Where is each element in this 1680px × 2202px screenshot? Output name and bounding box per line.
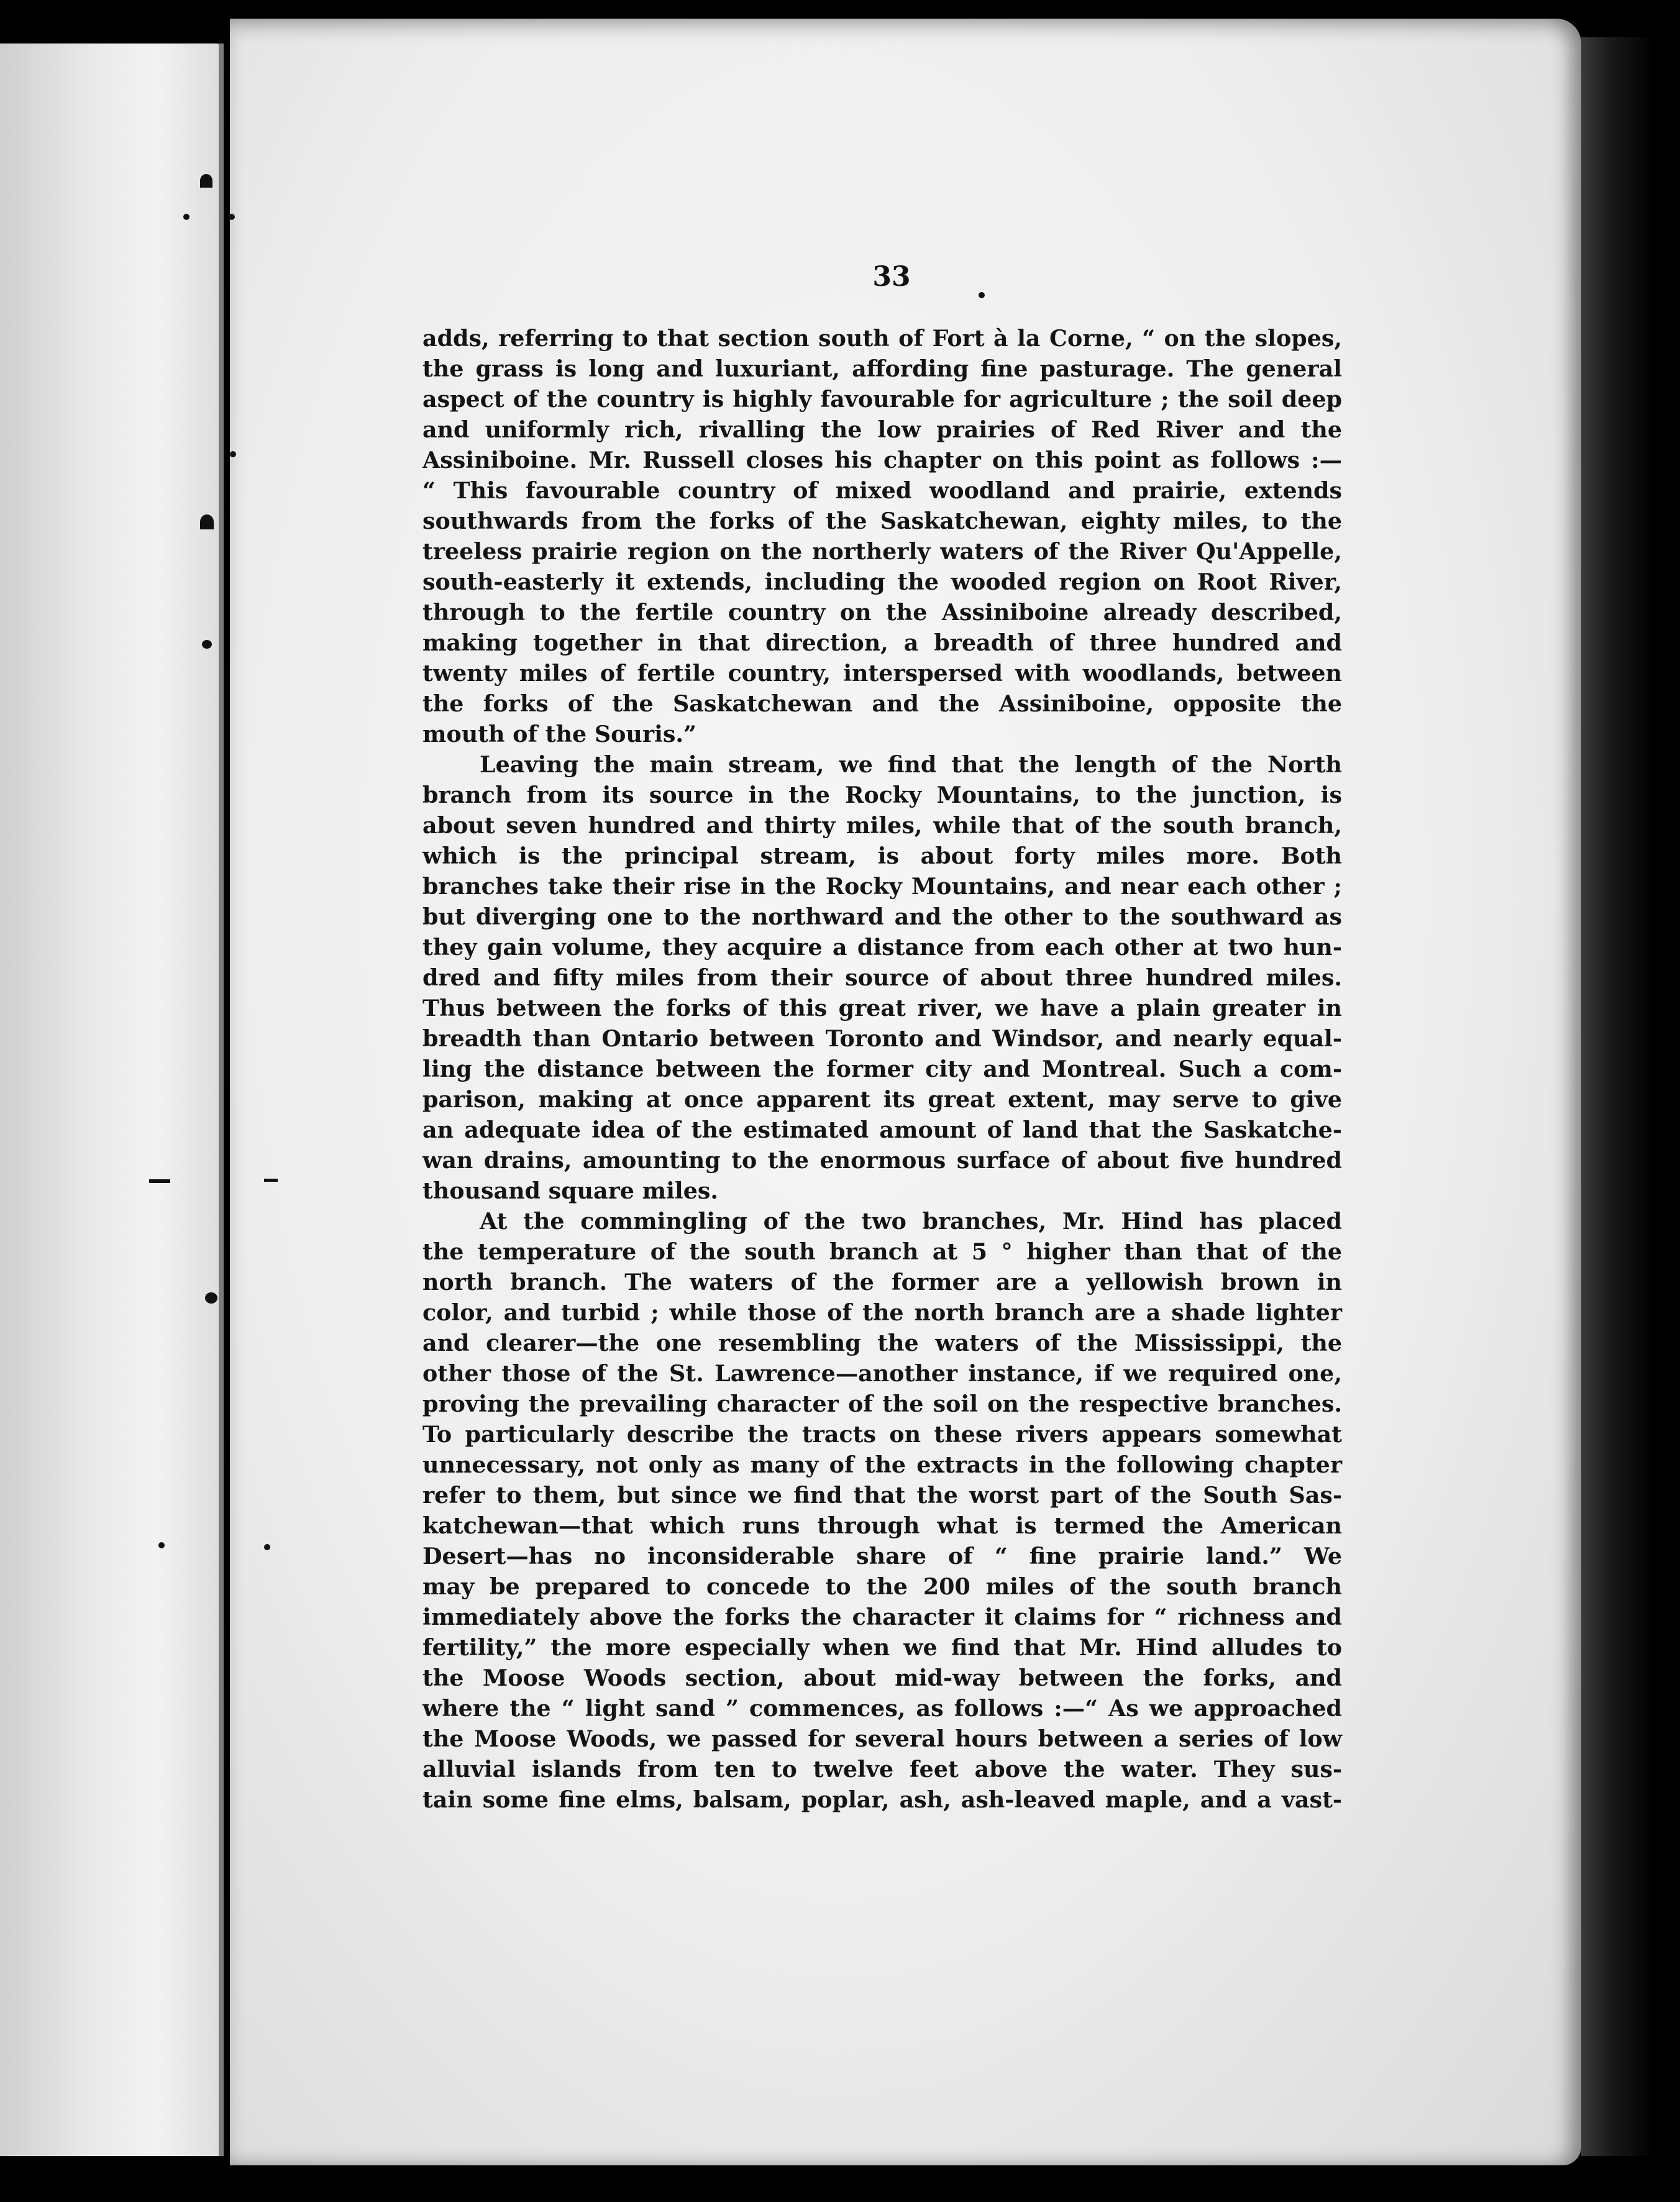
text-line: parison, making at once apparent its great extent, may serve to give — [422, 1086, 1342, 1113]
body-text — [422, 323, 1342, 1815]
text-line: north branch. The waters of the former are a yellowish brown in — [422, 1269, 1342, 1295]
text-line: fertility,” the more especially when we find that Mr. Hind alludes to — [422, 1634, 1342, 1661]
text-line: through to the fertile country on the Assiniboine already described, — [422, 599, 1342, 626]
text-line: the temperature of the south branch at 5 ° higher than that of the — [422, 1238, 1342, 1265]
scan-mark — [264, 1179, 278, 1182]
text-line: ling the distance between the former city and Montreal. Such a com- — [422, 1056, 1342, 1082]
text-line: Assiniboine. Mr. Russell closes his chapter on this point as follows :— — [422, 447, 1342, 473]
text-line: color, and turbid ; while those of the north branch are a shade lighter — [422, 1299, 1342, 1326]
text-line: alluvial islands from ten to twelve feet above the water. They sus- — [422, 1756, 1342, 1783]
text-line: At the commingling of the two branches, Mr. Hind has placed — [480, 1208, 1342, 1235]
text-line: aspect of the country is highly favourable for agriculture ; the soil deep — [422, 386, 1342, 413]
text-line: branches take their rise in the Rocky Mountains, and near each other ; — [422, 873, 1342, 900]
text-line: proving the prevailing character of the soil on the respective branches. — [422, 1391, 1342, 1417]
paragraph — [422, 323, 1342, 749]
text-line: twenty miles of fertile country, interspersed with woodlands, between — [422, 660, 1342, 687]
scan-mark — [205, 1292, 217, 1304]
text-line: they gain volume, they acquire a distance from each other at two hun- — [422, 934, 1342, 961]
text-line: Thus between the forks of this great river, we have a plain greater in — [422, 995, 1342, 1021]
text-line: refer to them, but since we find that the worst part of the South Sas- — [422, 1482, 1342, 1509]
text-line: the Moose Woods section, about mid-way between the forks, and — [422, 1665, 1342, 1691]
text-line: mouth of the Souris.” — [422, 721, 696, 747]
text-line: and uniformly rich, rivalling the low prairies of Red River and the — [422, 416, 1342, 443]
text-line: the Moose Woods, we passed for several hours between a series of low — [422, 1725, 1342, 1752]
scan-dot — [264, 1544, 270, 1550]
text-line: but diverging one to the northward and the other to the southward as — [422, 903, 1342, 930]
scan-dot — [230, 451, 236, 457]
text-line: dred and fifty miles from their source of about three hundred miles. — [422, 964, 1342, 991]
text-line: tain some fine elms, balsam, poplar, ash, ash-leaved maple, and a vast- — [422, 1786, 1342, 1813]
text-line: immediately above the forks the character it claims for “ richness and — [422, 1604, 1342, 1630]
text-line: south-easterly it extends, including the wooded region on Root River, — [422, 569, 1342, 595]
text-line: about seven hundred and thirty miles, while that of the south branch, — [422, 812, 1342, 839]
facing-page-strip — [0, 43, 224, 2156]
paragraph — [422, 749, 1342, 1206]
text-line: the forks of the Saskatchewan and the Assiniboine, opposite the — [422, 690, 1342, 717]
text-line: may be prepared to concede to the 200 miles of the south branch — [422, 1573, 1342, 1600]
scan-mark — [200, 514, 214, 529]
text-line: branch from its source in the Rocky Mountains, to the junction, is — [422, 782, 1342, 808]
text-line: treeless prairie region on the northerly waters of the River Qu'Appelle, — [422, 538, 1342, 565]
text-line: breadth than Ontario between Toronto and Windsor, and nearly equal- — [422, 1025, 1342, 1052]
text-line: katchewan—that which runs through what is termed the American — [422, 1512, 1342, 1539]
text-line: where the “ light sand ” commences, as follows :—“ As we approached — [422, 1695, 1342, 1722]
text-line: the grass is long and luxuriant, affording fine pasturage. The general — [422, 355, 1342, 382]
book-edge — [1581, 37, 1653, 2156]
scan-dot — [229, 214, 235, 220]
scan-mark — [202, 640, 212, 649]
text-line: adds, referring to that section south of Fort à la Corne, “ on the slopes, — [422, 325, 1342, 352]
scan-mark — [149, 1179, 170, 1183]
text-line: Leaving the main stream, we find that the length of the North — [480, 751, 1342, 778]
text-line: Desert—has no inconsiderable share of “ fine prairie land.” We — [422, 1543, 1342, 1569]
text-line: and clearer—the one resembling the waters of the Mississippi, the — [422, 1330, 1342, 1356]
text-line: wan drains, amounting to the enormous surface of about five hundred — [422, 1147, 1342, 1174]
text-line: which is the principal stream, is about forty miles more. Both — [422, 843, 1342, 869]
text-line: thousand square miles. — [422, 1177, 719, 1204]
text-line: southwards from the forks of the Saskatchewan, eighty miles, to the — [422, 508, 1342, 534]
text-line: To particularly describe the tracts on these rivers appears somewhat — [422, 1421, 1342, 1448]
text-line: unnecessary, not only as many of the extracts in the following chapter — [422, 1451, 1342, 1478]
text-line: other those of the St. Lawrence—another instance, if we required one, — [422, 1360, 1342, 1387]
scan-dot — [158, 1542, 165, 1548]
paragraph — [422, 1206, 1342, 1815]
scan-mark — [200, 174, 212, 188]
text-line: an adequate idea of the estimated amount of land that the Saskatche- — [422, 1117, 1342, 1143]
text-line: making together in that direction, a breadth of three hundred and — [422, 629, 1342, 656]
text-line: “ This favourable country of mixed woodland and prairie, extends — [422, 477, 1342, 504]
page-fold-shadow — [219, 43, 224, 2156]
page-number: 33 — [872, 261, 911, 293]
scan-dot — [979, 292, 985, 298]
scan-dot — [183, 214, 189, 220]
